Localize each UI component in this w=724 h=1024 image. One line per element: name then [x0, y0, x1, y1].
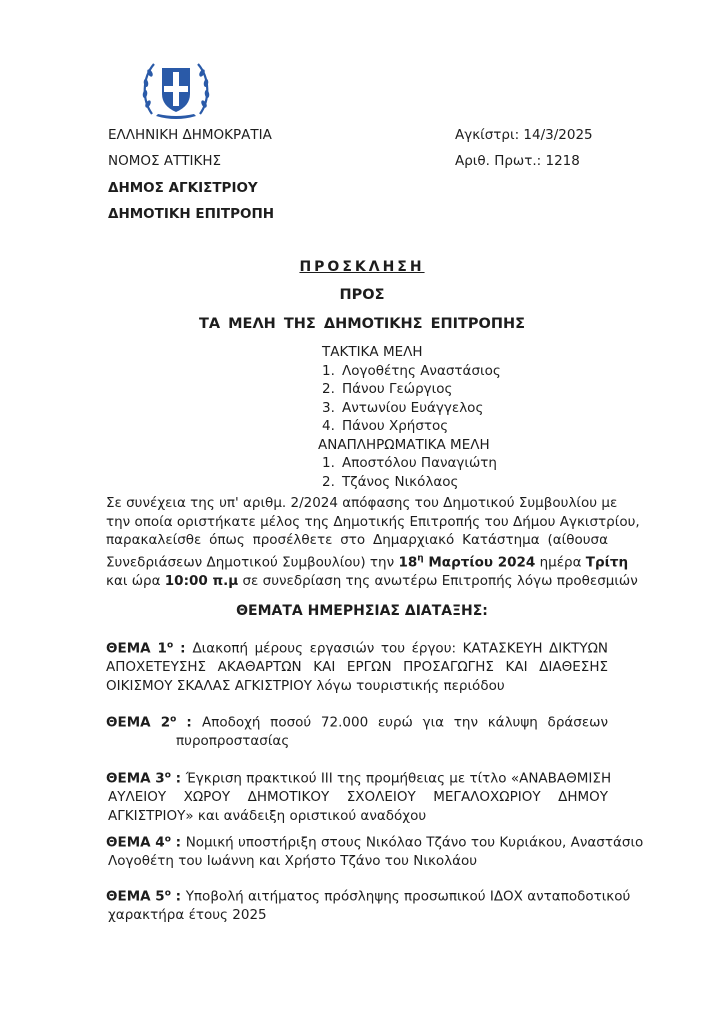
protocol-number: Αριθ. Πρωτ.: 1218: [455, 153, 580, 169]
document-title: ΠΡΟΣΚΛΗΣΗ: [299, 259, 425, 275]
agenda-topic: ΘΕΜΑ $2^o$ : Αποδοχή ποσού 72.000 ευρώ για την κάλυψη δράσεων πυροπροστασίας: [106, 714, 608, 749]
member-item: 1. Λογοθέτης Αναστάσιος: [322, 362, 501, 379]
recipients-title: ΤΑ ΜΕΛΗ ΤΗΣ ΔΗΜΟΤΙΚΗΣ ΕΠΙΤΡΟΠΗΣ: [198, 316, 526, 332]
greek-emblem-icon: [140, 56, 212, 120]
alternate-members-heading: ΑΝΑΠΛΗΡΩΜΑΤΙΚΑ ΜΕΛΗ: [318, 436, 490, 453]
regular-members-heading: ΤΑΚΤΙΚΑ ΜΕΛΗ: [322, 344, 423, 360]
topic-heading: ΘΕΜΑ 3: [106, 770, 165, 787]
agenda-topic: ΘΕΜΑ $5^o$ : Υποβολή αιτήματος πρόσληψης προσωπικού ΙΔΟΧ ανταποδοτικού χαρακτήρα έτους 2025: [106, 888, 631, 923]
place-date: Αγκίστρι: 14/3/2025: [455, 127, 593, 143]
member-item: 4. Πάνου Χρήστος: [322, 418, 449, 434]
agenda-topic: ΘΕΜΑ $3^o$ : Έγκριση πρακτικού ΙΙΙ της προμήθειας με τίτλο «ΑΝΑΒΑΘΜΙΣΗ ΑΥΛΕΙΟΥ ΧΩΡΟΥ ΔΗΜΟΤΙΚΟΥ ΣΧΟΛΕΙΟΥ ΜΕΓΑΛΟΧΩΡΙΟΥ ΔΗΜΟΥ ΑΓΚΙΣΤΡΙΟΥ» και ανάδειξη οριστικού αναδόχου: [106, 770, 612, 824]
paragraph-line: παρακαλείσθε όπως προσέλθετε στο Δημαρχιακό Κατάστημα (αίθουσα: [106, 532, 608, 548]
members-list: [318, 343, 501, 491]
topic-heading: ΘΕΜΑ 1: [106, 640, 167, 657]
member-item: 2. Πάνου Γεώργιος: [322, 381, 453, 397]
paragraph-line: την οποία οριστήκατε μέλος της Δημοτικής Επιτροπής του Δήμου Αγκιστρίου,: [106, 513, 640, 530]
invitation-paragraph: [106, 494, 640, 590]
agenda-topic: ΘΕΜΑ $1^o$ : Διακοπή μέρους εργασιών του έργου: ΚΑΤΑΣΚΕΥΗ ΔΙΚΤΥΩΝ ΑΠΟΧΕΤΕΥΣΗΣ ΑΚΑΘΑΡΤΩΝ ΚΑΙ ΕΡΓΩΝ ΠΡΟΣΑΓΩΓΗΣ ΚΑΙ ΔΙΑΘΕΣΗΣ ΟΙΚΙΣΜΟΥ ΣΚΑΛΑΣ ΑΓΚΙΣΤΡΙΟΥ λόγω τουριστικής περιόδου: [106, 640, 608, 694]
paragraph-line: και ώρα 10:00 π.μ σε συνεδρίαση της ανωτέρω Επιτροπής λόγω προθεσμιών: [106, 572, 638, 589]
agenda-title: ΘΕΜΑΤΑ ΗΜΕΡΗΣΙΑΣ ΔΙΑΤΑΞΗΣ:: [236, 603, 488, 619]
paragraph-line: Συνεδριάσεων Δημοτικού Συμβουλίου) την $18^\eta$ Μαρτίου 2024 ημέρα Τρίτη: [106, 553, 629, 570]
header-prefecture: ΝΟΜΟΣ ΑΤΤΙΚΗΣ: [108, 153, 222, 169]
to-label: ΠΡΟΣ: [339, 287, 385, 303]
agenda-topic: ΘΕΜΑ $4^o$ : Νομική υποστήριξη στους Νικόλαο Τζάνο του Κυριάκου, Αναστάσιο Λογοθέτη του Ιωάννη και Χρήστο Τζάνο του Νικολάου: [106, 834, 644, 869]
member-item: 2. Τζάνος Νικόλαος: [322, 473, 459, 490]
member-item: 1. Αποστόλου Παναγιώτη: [322, 455, 497, 471]
header-committee: ΔΗΜΟΤΙΚΗ ΕΠΙΤΡΟΠΗ: [108, 206, 275, 222]
topic-heading: ΘΕΜΑ 2: [106, 714, 171, 731]
topic-heading: ΘΕΜΑ 5: [106, 888, 165, 905]
header-country: ΕΛΛΗΝΙΚΗ ΔΗΜΟΚΡΑΤΙΑ: [108, 127, 272, 143]
paragraph-line: Σε συνέχεια της υπ' αριθμ. 2/2024 απόφασης του Δημοτικού Συμβουλίου με: [106, 495, 618, 511]
topic-heading: ΘΕΜΑ 4: [106, 834, 165, 851]
member-item: 3. Αντωνίου Ευάγγελος: [322, 399, 484, 416]
header-municipality: ΔΗΜΟΣ ΑΓΚΙΣΤΡΙΟΥ: [108, 180, 258, 196]
